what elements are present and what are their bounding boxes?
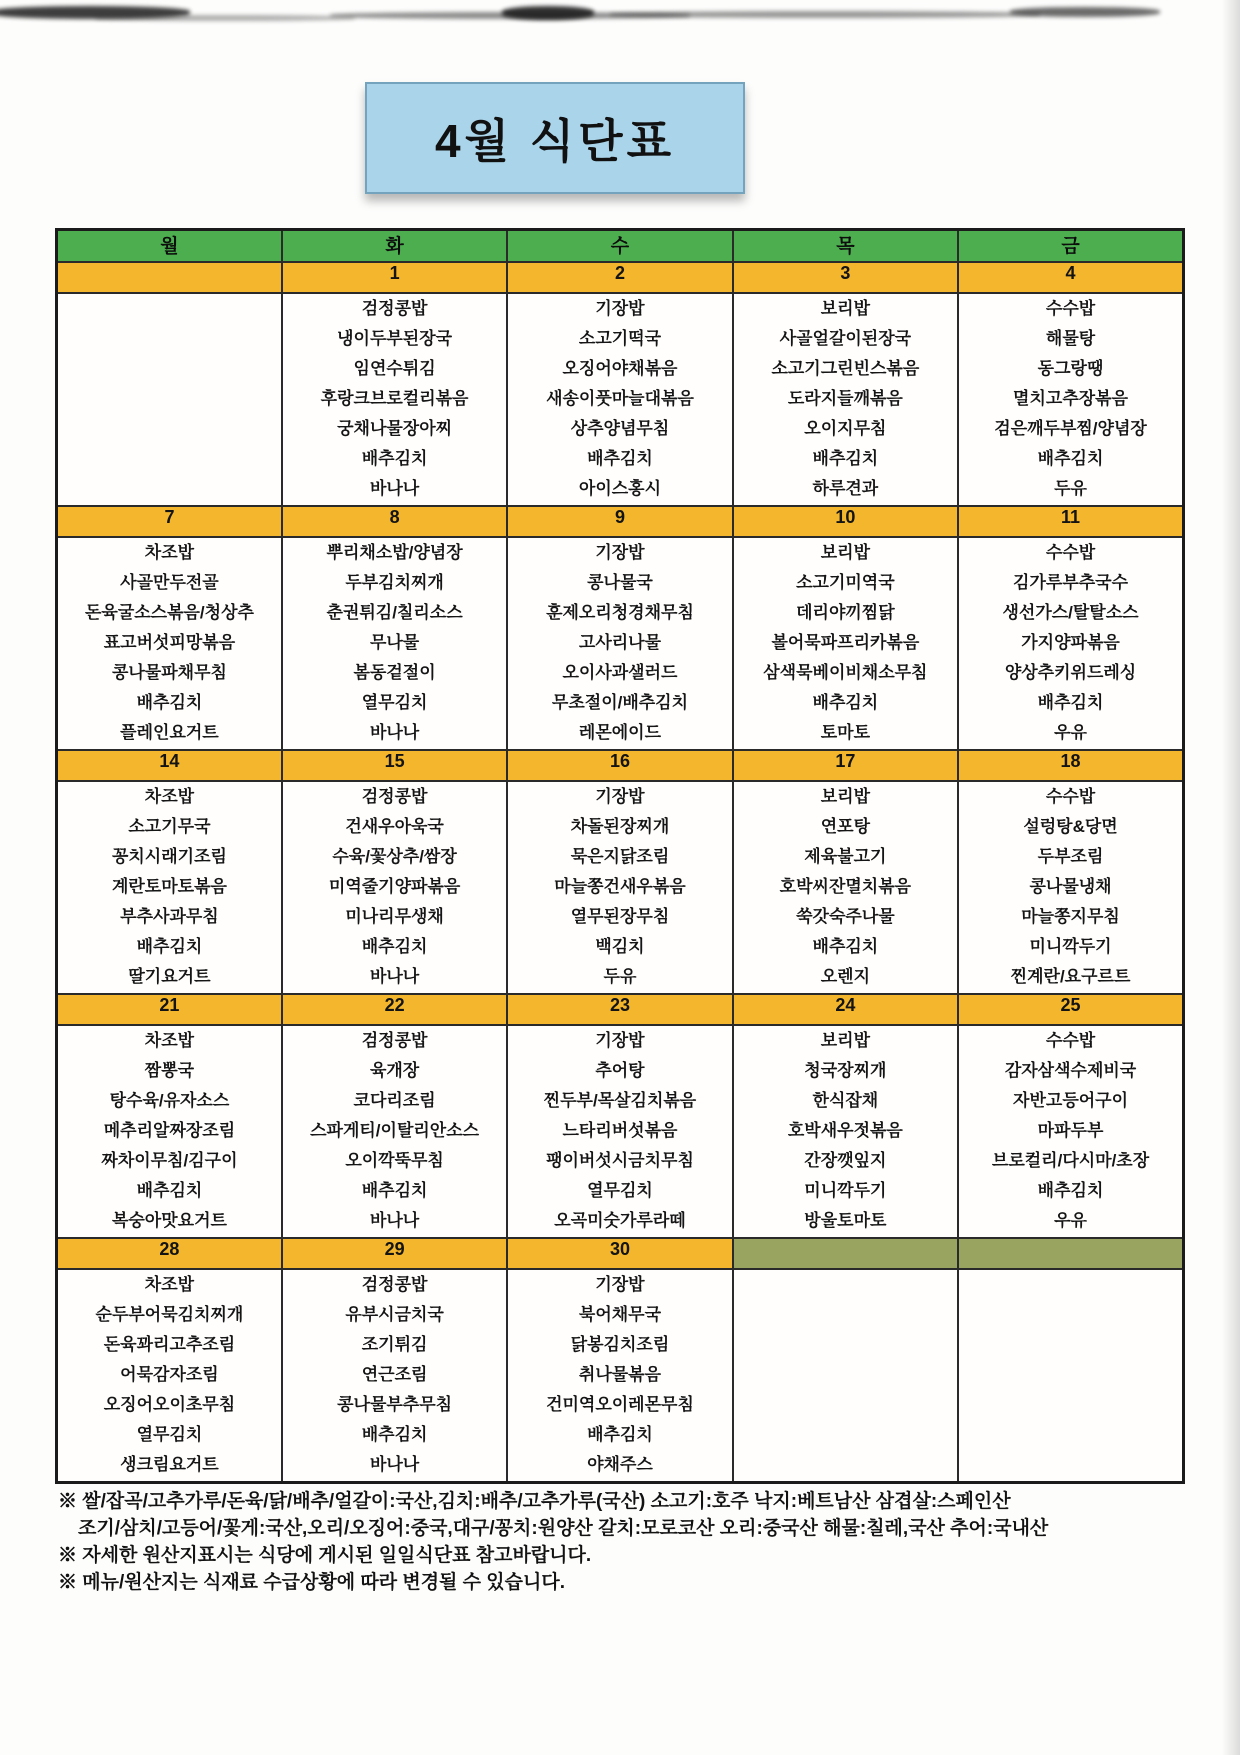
menu-item: 플레인요거트 bbox=[120, 723, 219, 742]
menu-cell-week5-day2 bbox=[282, 1269, 507, 1483]
menu-cell-week2-day5 bbox=[958, 537, 1183, 750]
menu-item: 자반고등어구이 bbox=[1013, 1091, 1129, 1110]
menu-item: 딸기요거트 bbox=[128, 967, 211, 986]
menu-item: 도라지들깨볶음 bbox=[787, 389, 903, 408]
menu-item: 배추김치 bbox=[1037, 449, 1104, 468]
menu-cell-week3-day1 bbox=[57, 781, 282, 994]
menu-item: 바나나 bbox=[369, 1455, 420, 1474]
menu-item: 배추김치 bbox=[1037, 1181, 1104, 1200]
menu-item: 보리밥 bbox=[820, 1031, 870, 1050]
menu-cell-week1-day1 bbox=[57, 293, 282, 506]
menu-item: 수육/꽃상추/쌈장 bbox=[332, 847, 457, 866]
menu-item: 소고기그린빈스볶음 bbox=[771, 359, 920, 378]
menu-item: 무나물 bbox=[369, 633, 420, 652]
scan-edge-shadow bbox=[1222, 0, 1240, 1755]
menu-item: 검정콩밥 bbox=[361, 1275, 428, 1294]
menu-row-week-3 bbox=[57, 781, 1184, 994]
day-header-row bbox=[57, 230, 1184, 263]
scan-streak bbox=[1010, 7, 1160, 17]
menu-cell-week4-day1 bbox=[57, 1025, 282, 1238]
menu-item: 수수밥 bbox=[1045, 299, 1096, 318]
menu-item: 바나나 bbox=[369, 479, 420, 498]
menu-item: 차조밥 bbox=[144, 543, 195, 562]
menu-item: 배추김치 bbox=[361, 449, 428, 468]
date-cell-18: 18 bbox=[958, 750, 1183, 781]
origin-note: ※ 자세한 원산지표시는 식당에 게시된 일일식단표 참고바랍니다. bbox=[58, 1545, 592, 1566]
menu-item: 봄동겉절이 bbox=[353, 663, 436, 682]
menu-item: 배추김치 bbox=[136, 693, 203, 712]
menu-item: 수수밥 bbox=[1045, 1031, 1096, 1050]
day-header-수: 수 bbox=[507, 230, 732, 263]
menu-item: 순두부어묵김치찌개 bbox=[95, 1305, 244, 1324]
menu-item: 뿌리채소밥/양념장 bbox=[326, 543, 463, 562]
menu-item: 마늘쫑건새우볶음 bbox=[554, 877, 686, 896]
date-cell-28: 28 bbox=[57, 1238, 282, 1269]
date-cell-empty bbox=[57, 262, 282, 293]
menu-item: 궁채나물장아찌 bbox=[337, 419, 453, 438]
menu-item: 우유 bbox=[1054, 1211, 1087, 1230]
menu-item: 쑥갓숙주나물 bbox=[796, 907, 895, 926]
day-header-화: 화 bbox=[282, 230, 507, 263]
menu-item: 코다리조림 bbox=[353, 1091, 436, 1110]
menu-item: 오이지무침 bbox=[804, 419, 887, 438]
menu-item: 열무김치 bbox=[587, 1181, 653, 1200]
menu-item: 백김치 bbox=[595, 937, 645, 956]
date-cell-14: 14 bbox=[57, 750, 282, 781]
menu-item: 호박씨잔멸치볶음 bbox=[779, 877, 912, 896]
menu-item: 열무김치 bbox=[361, 693, 428, 712]
menu-item: 차조밥 bbox=[144, 787, 195, 806]
origin-note: 조기/삼치/고등어/꽃게:국산,오리/오징어:중국,대구/꽁치:원양산 갈치:모로코산 오리:중국산 해물:칠레,국산 추어:국내산 bbox=[78, 1518, 1049, 1539]
page-title: 4월 식단표 bbox=[434, 115, 676, 167]
menu-cell-week4-day3 bbox=[507, 1025, 732, 1238]
scan-streak bbox=[610, 11, 1040, 18]
menu-item: 해물탕 bbox=[1045, 329, 1096, 348]
date-row-week-3 bbox=[57, 750, 1184, 781]
menu-item: 콩나물부추무침 bbox=[337, 1395, 453, 1414]
menu-item: 느타리버섯볶음 bbox=[562, 1121, 678, 1140]
menu-item: 배추김치 bbox=[136, 937, 203, 956]
menu-item: 데리야끼찜닭 bbox=[796, 603, 895, 622]
menu-item: 배추김치 bbox=[361, 1181, 428, 1200]
date-row-week-2 bbox=[57, 506, 1184, 537]
menu-row-week-2 bbox=[57, 537, 1184, 750]
menu-item: 닭봉김치조림 bbox=[570, 1335, 670, 1354]
menu-cell-week2-day2 bbox=[282, 537, 507, 750]
menu-item: 부추사과무침 bbox=[120, 907, 219, 926]
menu-cell-week1-day5 bbox=[958, 293, 1183, 506]
menu-cell-week2-day1 bbox=[57, 537, 282, 750]
menu-item: 호박새우젓볶음 bbox=[787, 1121, 903, 1140]
menu-item: 소고기무국 bbox=[128, 817, 211, 836]
menu-item: 상추양념무침 bbox=[570, 419, 670, 438]
menu-cell-week4-day5 bbox=[958, 1025, 1183, 1238]
menu-item: 돈육굴소스볶음/청상추 bbox=[84, 603, 254, 622]
menu-item: 보리밥 bbox=[820, 299, 870, 318]
menu-item: 훈제오리청경채무침 bbox=[546, 603, 694, 622]
origin-note: ※ 쌀/잡곡/고추가루/돈육/닭/배추/얼갈이:국산,김치:배추/고추가루(국산) 소고기:호주 낙지:베트남산 삼겹살:스페인산 bbox=[58, 1491, 1011, 1512]
menu-cell-week3-day4 bbox=[733, 781, 958, 994]
menu-item: 찐두부/목살김치볶음 bbox=[543, 1091, 697, 1110]
menu-item: 돈육꽈리고추조림 bbox=[103, 1335, 236, 1354]
menu-item: 배추김치 bbox=[812, 449, 879, 468]
menu-item: 임연수튀김 bbox=[353, 359, 436, 378]
menu-item: 보리밥 bbox=[820, 787, 870, 806]
menu-item: 메추리알짜장조림 bbox=[103, 1121, 236, 1140]
menu-item: 조기튀김 bbox=[361, 1335, 428, 1354]
menu-item: 마늘쫑지무침 bbox=[1021, 907, 1120, 926]
date-cell-empty bbox=[733, 1238, 958, 1269]
menu-item: 스파게티/이탈리안소스 bbox=[310, 1121, 480, 1140]
menu-item: 콩나물파채무침 bbox=[111, 663, 227, 682]
menu-item: 바나나 bbox=[369, 723, 420, 742]
menu-item: 열무김치 bbox=[136, 1425, 203, 1444]
menu-cell-week5-day4 bbox=[733, 1269, 958, 1483]
date-cell-29: 29 bbox=[282, 1238, 507, 1269]
date-cell-3: 3 bbox=[733, 262, 958, 293]
menu-item: 고사리나물 bbox=[578, 633, 662, 652]
menu-item: 냉이두부된장국 bbox=[337, 329, 453, 348]
menu-item: 어묵감자조림 bbox=[120, 1365, 219, 1384]
menu-item: 김가루부추국수 bbox=[1013, 573, 1129, 592]
date-cell-1: 1 bbox=[282, 262, 507, 293]
date-cell-22: 22 bbox=[282, 994, 507, 1025]
day-header-목: 목 bbox=[733, 230, 958, 263]
menu-item: 오징어오이초무침 bbox=[103, 1395, 236, 1414]
menu-item: 배추김치 bbox=[587, 449, 653, 468]
menu-cell-week3-day3 bbox=[507, 781, 732, 994]
menu-item: 동그랑땡 bbox=[1037, 359, 1104, 378]
menu-item: 검정콩밥 bbox=[361, 299, 428, 318]
menu-item: 배추김치 bbox=[812, 937, 879, 956]
menu-item: 한식잡채 bbox=[812, 1091, 879, 1110]
menu-item: 배추김치 bbox=[136, 1181, 203, 1200]
menu-item: 간장깻잎지 bbox=[804, 1151, 887, 1170]
menu-item: 꽁치시래기조림 bbox=[111, 847, 227, 866]
menu-item: 가지양파볶음 bbox=[1021, 633, 1120, 652]
menu-item: 배추김치 bbox=[361, 1425, 428, 1444]
menu-cell-week5-day1 bbox=[57, 1269, 282, 1483]
menu-item: 콩나물국 bbox=[587, 573, 653, 592]
menu-item: 표고버섯피망볶음 bbox=[103, 633, 236, 652]
menu-cell-week5-day5 bbox=[958, 1269, 1183, 1483]
menu-item: 사골얼갈이된장국 bbox=[779, 329, 912, 348]
menu-cell-week1-day3 bbox=[507, 293, 732, 506]
date-cell-11: 11 bbox=[958, 506, 1183, 537]
menu-item: 무초절이/배추김치 bbox=[551, 693, 689, 712]
menu-item: 묵은지닭조림 bbox=[570, 847, 670, 866]
menu-item: 콩나물냉채 bbox=[1029, 877, 1112, 896]
menu-item: 복숭아맛요거트 bbox=[111, 1211, 227, 1230]
menu-item: 후랑크브로컬리볶음 bbox=[320, 389, 469, 408]
meal-calendar bbox=[55, 228, 1185, 1484]
menu-item: 레몬에이드 bbox=[578, 723, 662, 742]
menu-item: 두부김치찌개 bbox=[345, 573, 444, 592]
day-header-월: 월 bbox=[57, 230, 282, 263]
menu-item: 차조밥 bbox=[144, 1275, 195, 1294]
menu-item: 제육불고기 bbox=[804, 847, 887, 866]
menu-item: 건새우아욱국 bbox=[345, 817, 444, 836]
menu-item: 계란토마토볶음 bbox=[111, 877, 227, 896]
menu-cell-week2-day3 bbox=[507, 537, 732, 750]
date-cell-15: 15 bbox=[282, 750, 507, 781]
menu-item: 멸치고추장볶음 bbox=[1013, 389, 1129, 408]
date-cell-8: 8 bbox=[282, 506, 507, 537]
menu-item: 열무된장무침 bbox=[570, 907, 670, 926]
menu-item: 미니깍두기 bbox=[1029, 937, 1112, 956]
menu-item: 연근조림 bbox=[361, 1365, 428, 1384]
menu-item: 하루견과 bbox=[812, 479, 879, 498]
menu-item: 차조밥 bbox=[144, 1031, 195, 1050]
title-box bbox=[365, 82, 745, 194]
menu-item: 배추김치 bbox=[812, 693, 879, 712]
menu-item: 수수밥 bbox=[1045, 543, 1096, 562]
menu-item: 보리밥 bbox=[820, 543, 870, 562]
menu-item: 차돌된장찌개 bbox=[570, 817, 670, 836]
menu-item: 검정콩밥 bbox=[361, 787, 428, 806]
menu-item: 소고기떡국 bbox=[578, 329, 662, 348]
menu-item: 야채주스 bbox=[587, 1455, 653, 1474]
menu-cell-week3-day2 bbox=[282, 781, 507, 994]
menu-item: 검정콩밥 bbox=[361, 1031, 428, 1050]
menu-item: 취나물볶음 bbox=[578, 1365, 662, 1384]
menu-item: 오징어야채볶음 bbox=[562, 359, 678, 378]
scan-streak bbox=[502, 6, 594, 20]
day-header-금: 금 bbox=[958, 230, 1183, 263]
menu-item: 오이깍뚝무침 bbox=[345, 1151, 444, 1170]
menu-item: 기장밥 bbox=[595, 1275, 645, 1294]
menu-item: 추어탕 bbox=[595, 1061, 645, 1080]
menu-item: 바나나 bbox=[369, 1211, 420, 1230]
menu-item: 아이스홍시 bbox=[578, 479, 662, 498]
date-cell-4: 4 bbox=[958, 262, 1183, 293]
date-cell-30: 30 bbox=[507, 1238, 732, 1269]
menu-item: 감자삼색수제비국 bbox=[1004, 1061, 1137, 1080]
menu-item: 오렌지 bbox=[820, 967, 870, 986]
menu-item: 수수밥 bbox=[1045, 787, 1096, 806]
menu-item: 우유 bbox=[1054, 723, 1087, 742]
menu-item: 브로컬리/다시마/초장 bbox=[991, 1151, 1150, 1170]
menu-item: 기장밥 bbox=[595, 543, 645, 562]
menu-item: 기장밥 bbox=[595, 1031, 645, 1050]
menu-item: 두부조림 bbox=[1037, 847, 1104, 866]
menu-cell-week3-day5 bbox=[958, 781, 1183, 994]
menu-item: 볼어묵파프리카볶음 bbox=[771, 633, 920, 652]
footer-notes bbox=[58, 1488, 1198, 1596]
menu-item: 방울토마토 bbox=[804, 1211, 887, 1230]
date-cell-16: 16 bbox=[507, 750, 732, 781]
menu-item: 탕수육/유자소스 bbox=[109, 1091, 230, 1110]
origin-note: ※ 메뉴/원산지는 식재료 수급상황에 따라 변경될 수 있습니다. bbox=[58, 1572, 566, 1593]
date-cell-9: 9 bbox=[507, 506, 732, 537]
menu-item: 북어채무국 bbox=[578, 1305, 662, 1324]
menu-item: 설렁탕&당면 bbox=[1023, 817, 1118, 836]
menu-row-week-4 bbox=[57, 1025, 1184, 1238]
menu-item: 생크림요거트 bbox=[120, 1455, 219, 1474]
menu-cell-week5-day3 bbox=[507, 1269, 732, 1483]
menu-item: 새송이풋마늘대볶음 bbox=[546, 389, 694, 408]
menu-cell-week2-day4 bbox=[733, 537, 958, 750]
menu-table bbox=[55, 228, 1185, 1484]
menu-item: 연포탕 bbox=[820, 817, 870, 836]
menu-item: 오이사과샐러드 bbox=[562, 663, 678, 682]
menu-item: 두유 bbox=[1054, 479, 1087, 498]
menu-row-week-1 bbox=[57, 293, 1184, 506]
menu-item: 마파두부 bbox=[1037, 1121, 1104, 1140]
menu-item: 양상추키위드레싱 bbox=[1004, 663, 1137, 682]
scan-streak bbox=[95, 15, 355, 21]
menu-item: 사골만두전골 bbox=[120, 573, 219, 592]
menu-item: 유부시금치국 bbox=[345, 1305, 444, 1324]
date-cell-23: 23 bbox=[507, 994, 732, 1025]
date-cell-25: 25 bbox=[958, 994, 1183, 1025]
date-cell-empty bbox=[958, 1238, 1183, 1269]
date-cell-2: 2 bbox=[507, 262, 732, 293]
menu-item: 춘권튀김/칠리소스 bbox=[326, 603, 463, 622]
menu-item: 소고기미역국 bbox=[796, 573, 895, 592]
menu-item: 배추김치 bbox=[361, 937, 428, 956]
date-row-week-4 bbox=[57, 994, 1184, 1025]
menu-row-week-5 bbox=[57, 1269, 1184, 1483]
menu-item: 바나나 bbox=[369, 967, 420, 986]
menu-item: 토마토 bbox=[820, 723, 870, 742]
menu-item: 육개장 bbox=[369, 1061, 420, 1080]
date-cell-17: 17 bbox=[733, 750, 958, 781]
menu-item: 검은깨두부찜/양념장 bbox=[994, 419, 1147, 438]
date-cell-24: 24 bbox=[733, 994, 958, 1025]
menu-item: 미나리무생채 bbox=[345, 907, 444, 926]
date-row-week-5 bbox=[57, 1238, 1184, 1269]
date-cell-10: 10 bbox=[733, 506, 958, 537]
menu-item: 배추김치 bbox=[587, 1425, 653, 1444]
menu-item: 건미역오이레몬무침 bbox=[546, 1395, 694, 1414]
menu-item: 청국장찌개 bbox=[804, 1061, 887, 1080]
date-cell-21: 21 bbox=[57, 994, 282, 1025]
menu-item: 두유 bbox=[603, 967, 637, 986]
menu-item: 기장밥 bbox=[595, 787, 645, 806]
menu-item: 미역줄기양파볶음 bbox=[328, 877, 461, 896]
menu-cell-week4-day2 bbox=[282, 1025, 507, 1238]
menu-item: 생선가스/탈탈소스 bbox=[1002, 603, 1139, 622]
menu-item: 기장밥 bbox=[595, 299, 645, 318]
menu-item: 찐계란/요구르트 bbox=[1010, 967, 1131, 986]
menu-item: 배추김치 bbox=[1037, 693, 1104, 712]
menu-item: 짬뽕국 bbox=[144, 1061, 195, 1080]
menu-item: 오곡미숫가루라떼 bbox=[554, 1211, 686, 1230]
date-cell-7: 7 bbox=[57, 506, 282, 537]
menu-cell-week4-day4 bbox=[733, 1025, 958, 1238]
menu-cell-week1-day2 bbox=[282, 293, 507, 506]
menu-item: 짜차이무침/김구이 bbox=[101, 1151, 238, 1170]
menu-item: 삼색묵베이비채소무침 bbox=[763, 663, 928, 682]
menu-cell-week1-day4 bbox=[733, 293, 958, 506]
menu-item: 미니깍두기 bbox=[804, 1181, 887, 1200]
menu-item: 팽이버섯시금치무침 bbox=[546, 1151, 694, 1170]
date-row-week-1 bbox=[57, 262, 1184, 293]
